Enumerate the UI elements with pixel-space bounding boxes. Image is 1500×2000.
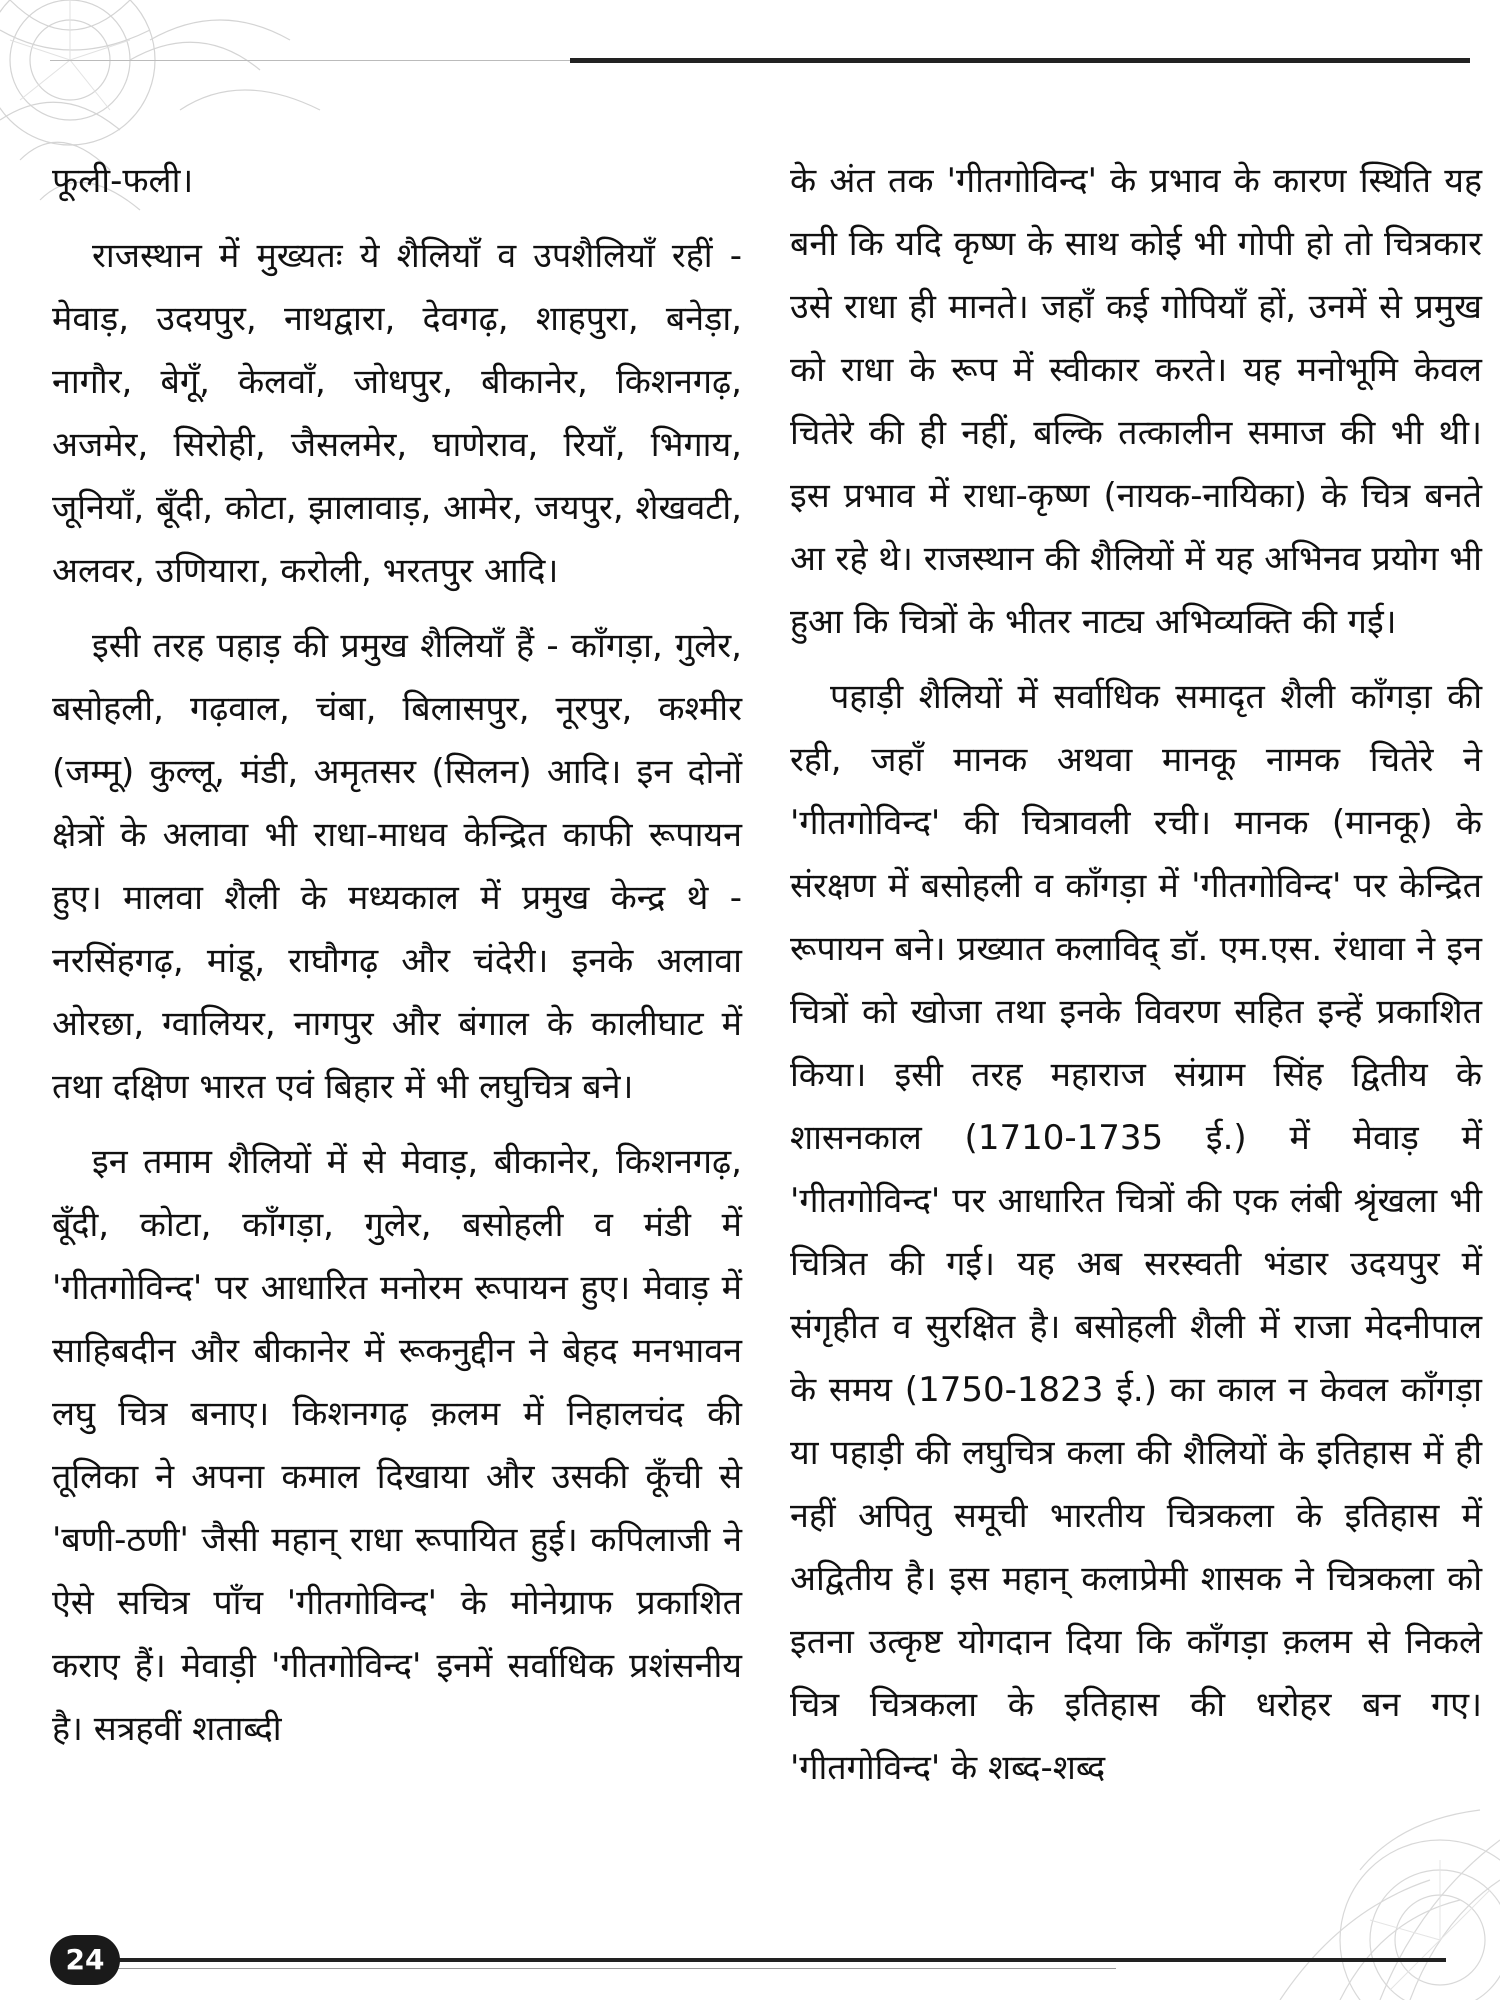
- paragraph: फूली-फली।: [52, 161, 194, 201]
- page-footer: [50, 1935, 1450, 1985]
- paragraph: के अंत तक 'गीतगोविन्द' के प्रभाव के कारण स्थिति यह बनी कि यदि कृष्ण के साथ कोई भी गोपी हो तो चित्रकार उसे राधा ही मानते। जहाँ कई गोपियाँ हों, उनमें से प्रमुख को राधा के रूप में स्वीकार करते। यह मनोभूमि केवल चितेरे की ही नहीं, बल्कि तत्कालीन समाज की भी थी। इस प्रभाव में राधा-कृष्ण (नायक-नायिका) के चित्र बनते आ रहे थे। राजस्थान की शैलियों में यह अभिनव प्रयोग भी हुआ कि चित्रों के भीतर नाट्य अभिव्यक्ति की गई।: [790, 161, 1482, 642]
- bottom-rule: [116, 1958, 1446, 1962]
- page-number: 24: [50, 1935, 120, 1985]
- right-column: [790, 150, 1482, 1812]
- paragraph: इन तमाम शैलियों में से मेवाड़, बीकानेर, किशनगढ़, बूँदी, कोटा, काँगड़ा, गुलेर, बसोहली व मंडी में 'गीतगोविन्द' पर आधारित मनोरम रूपायन हुए। मेवाड़ में साहिबदीन और बीकानेर में रूकनुद्दीन ने बेहद मनभावन लघु चित्र बनाए। किशनगढ़ क़लम में निहालचंद की तूलिका ने अपना कमाल दिखाया और उसकी कूँची से 'बणी-ठणी' जैसी महान् राधा रूपायित हुई। कपिलाजी ने ऐसे सचित्र पाँच 'गीतगोविन्द' के मोनेग्राफ प्रकाशित कराए हैं। मेवाड़ी 'गीतगोविन्द' इनमें सर्वाधिक प्रशंसनीय है। सत्रहवीं शताब्दी: [52, 1142, 742, 1749]
- paragraph: इसी तरह पहाड़ की प्रमुख शैलियाँ हैं - काँगड़ा, गुलेर, बसोहली, गढ़वाल, चंबा, बिलासपुर, नूरपुर, कश्मीर (जम्मू) कुल्लू, मंडी, अमृतसर (सिलन) आदि। इन दोनों क्षेत्रों के अलावा भी राधा-माधव केन्द्रित काफी रूपायन हुए। मालवा शैली के मध्यकाल में प्रमुख केन्द्र थे - नरसिंहगढ़, मांडू, राघौगढ़ और चंदेरी। इनके अलावा ओरछा, ग्वालियर, नागपुर और बंगाल के कालीघाट में तथा दक्षिण भारत एवं बिहार में भी लघुचित्र बने।: [52, 626, 742, 1107]
- paragraph: राजस्थान में मुख्यतः ये शैलियाँ व उपशैलियाँ रहीं - मेवाड़, उदयपुर, नाथद्वारा, देवगढ़, शाहपुरा, बनेड़ा, नागौर, बेगूँ, केलवाँ, जोधपुर, बीकानेर, किशनगढ़, अजमेर, सिरोही, जैसलमेर, घाणेराव, रियाँ, भिगाय, जूनियाँ, बूँदी, कोटा, झालावाड़, आमेर, जयपुर, शेखवटी, अलवर, उणियारा, करोली, भरतपुर आदि।: [52, 236, 742, 591]
- left-column: [52, 150, 742, 1773]
- top-rule: [570, 58, 1470, 63]
- paragraph: पहाड़ी शैलियों में सर्वाधिक समादृत शैली काँगड़ा की रही, जहाँ मानक अथवा मानकू नामक चितेरे ने 'गीतगोविन्द' की चित्रावली रची। मानक (मानकू) के संरक्षण में बसोहली व काँगड़ा में 'गीतगोविन्द' पर केन्द्रित रूपायन बने। प्रख्यात कलाविद् डॉ. एम.एस. रंधावा ने इन चित्रों को खोजा तथा इनके विवरण सहित इन्हें प्रकाशित किया। इसी तरह महाराज संग्राम सिंह द्वितीय के शासनकाल (1710-1735 ई.) में मेवाड़ में 'गीतगोविन्द' पर आधारित चित्रों की एक लंबी श्रृंखला भी चित्रित की गई। यह अब सरस्वती भंडार उदयपुर में संगृहीत व सुरक्षित है। बसोहली शैली में राजा मेदनीपाल के समय (1750-1823 ई.) का काल न केवल काँगड़ा या पहाड़ी की लघुचित्र कला की शैलियों के इतिहास में ही नहीं अपितु समूची भारतीय चित्रकला के इतिहास में अद्वितीय है। इस महान् कलाप्रेमी शासक ने चित्रकला को इतना उत्कृष्ट योगदान दिया कि काँगड़ा क़लम से निकले चित्र चित्रकला के इतिहास की धरोहर बन गए। 'गीतगोविन्द' के शब्द-शब्द: [790, 677, 1482, 1788]
